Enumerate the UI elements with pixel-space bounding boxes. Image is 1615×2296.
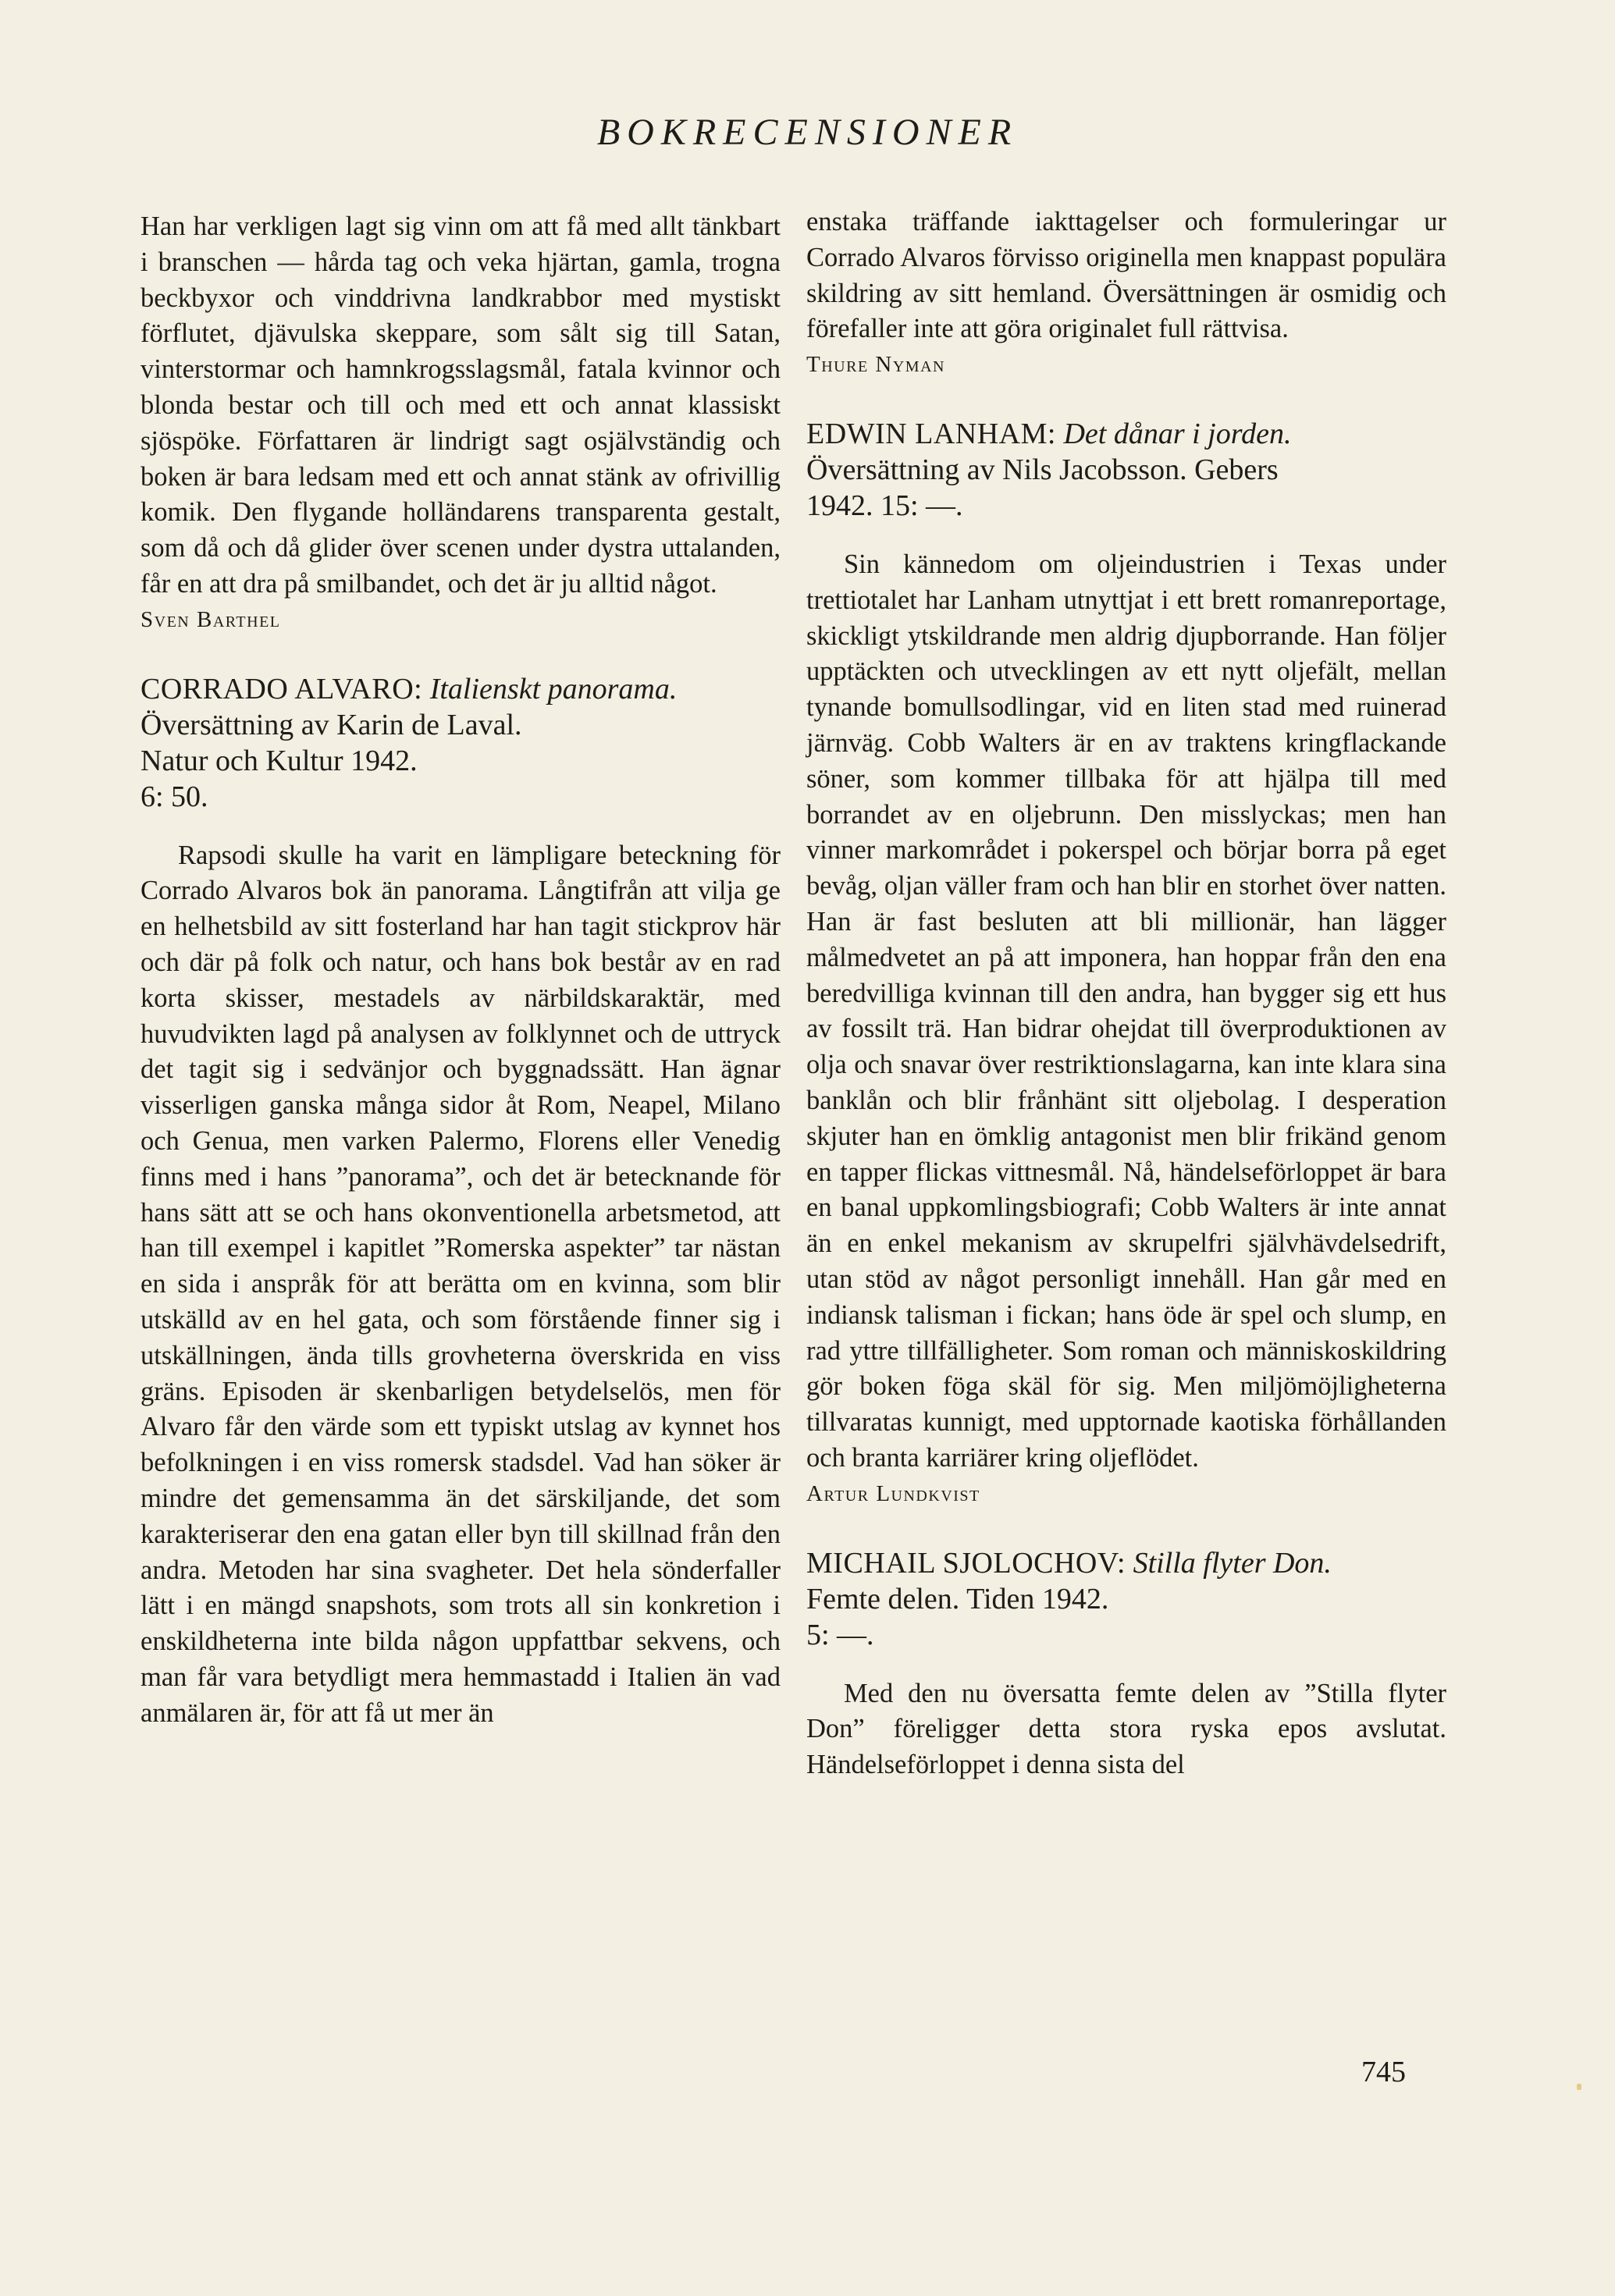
paper-blemish	[1577, 2084, 1581, 2090]
review-price: 5: —.	[806, 1618, 874, 1651]
review-author: CORRADO ALVARO:	[141, 672, 423, 706]
reviewer-signature: Thure Nyman	[806, 352, 945, 378]
page-number: 745	[1361, 2056, 1406, 2088]
reviewer-signature: Artur Lundkvist	[806, 1480, 980, 1506]
review-price: 1942. 15: —.	[806, 489, 963, 522]
review-publication-details: Femte delen. Tiden 1942.	[806, 1582, 1109, 1615]
review-paragraph: Med den nu översatta femte delen av ”Stilla flyter Don” föreligger detta stora ryska epos avslutat. Händelseförloppet i denna sista del	[806, 1678, 1446, 1780]
left-column	[141, 209, 781, 1731]
running-head: BOKRECENSIONER	[596, 112, 1019, 153]
review-author: EDWIN LANHAM:	[806, 417, 1056, 450]
review-paragraph: Sin kännedom om oljeindustrien i Texas under trettiotalet har Lanham utnyttjat i ett brett romanreportage, skickligt ytskildrande men aldrig djupborrande. Han följer upptäckten och utvecklingen av ett nytt oljefält, mellan tynande bomullsodlingar, vid en liten stad med ruinerad järnväg. Cobb Walters är en av traktens kringflackande söner, som kommer tillbaka för att hjälpa till med borrandet av en oljebrunn. Den misslyckas; men han vinner markområdet i pokerspel och börjar borra på eget bevåg, oljan väller fram och han blir en storhet över natten. Han är fast besluten att bli millionär, han lägger målmedvetet an på att imponera, han hoppar från den ena beredvilliga kvinnan till den andra, han bygger sig ett hus av fossilt trä. Han bidrar ohejdat till överproduktionen av olja och snavar över restriktionslagarna, kan inte klara sina banklån och blir frånhänt sitt oljebolag. I desperation skjuter han en ömklig antagonist men blir frikänd genom en tapper flickas vittnesmål. Nå, händelseförloppet är bara en banal uppkomlingsbiografi; Cobb Walters är inte annat än en enkel mekanism av skrupelfri självhävdelsedrift, utan stöd av något personligt innehåll. Han går med en indiansk talisman i fickan; hans öde är spel och slump, en rad yttre tillfälligheter. Som roman och människoskildring gör boken föga skäl för sig. Men miljömöjligheterna tillvaratas kunnigt, med upptornade kaotiska förhållanden och branta karriärer kring oljeflödet.	[806, 549, 1446, 1473]
review-book-title: Det dånar i jorden.	[1063, 417, 1292, 450]
review-paragraph: Rapsodi skulle ha varit en lämpligare beteckning för Corrado Alvaros bok än panorama. Långtifrån att vilja ge en helhetsbild av sitt fosterland har han tagit stickprov här och där på folk och natur, och hans bok består av en rad korta skisser, mestadels av närbildskaraktär, med huvudvikten lagd på analysen av folklynnet och de uttryck det tagit sig i sedvänjor och byggnadssätt. Han ägnar visserligen ganska många sidor åt Rom, Neapel, Milano och Genua, men varken Palermo, Florens eller Venedig finns med i hans ”panorama”, och det är betecknande för hans sätt att se och hans okonventionella arbetsmetod, att han till exempel i kapitlet ”Romerska aspekter” tar nästan en sida i anspråk för att berätta om en kvinna, som blir utskälld av en hel gata, och som förstående finner sig i utskällningen, ända tills grovheterna överskrida en viss gräns. Episoden är skenbarligen betydelselös, men för Alvaro får den värde som ett typiskt utslag av kynnet hos befolkningen i en viss romersk stadsdel. Vad han söker är mindre det gemensamma än det särskiljande, det som karakteriserar den ena gatan eller byn till skillnad från den andra. Metoden har sina svagheter. Det hela sönderfaller lätt i en mängd snapshots, som trots all sin konkretion i enskildheterna inte bilda någon uppfattbar sekvens, och man får vara betydligt mera hemmastadd i Italien än vad anmälaren är, för att få ut mer än	[141, 840, 781, 1728]
review-author: MICHAIL SJOLOCHOV:	[806, 1546, 1126, 1580]
review-book-title: Stilla flyter Don.	[1133, 1546, 1332, 1580]
review-heading	[141, 671, 781, 707]
right-column	[806, 204, 1446, 1783]
review-publication-details: Översättning av Nils Jacobsson. Gebers	[806, 453, 1279, 486]
review-book-title: Italienskt panorama.	[429, 672, 678, 706]
review-paragraph: enstaka träffande iakttagelser och formuleringar ur Corrado Alvaros förvisso originella men knappast populära skildring av sitt hemland. Översättningen är osmidig och förefaller inte att göra originalet full rättvisa.	[806, 207, 1446, 344]
review-price: 6: 50.	[141, 780, 208, 813]
review-publication-details: Översättning av Karin de Laval.	[141, 708, 522, 741]
reviewer-signature: Sven Barthel	[141, 606, 281, 632]
review-publisher: Natur och Kultur 1942.	[141, 744, 418, 777]
review-paragraph: Han har verkligen lagt sig vinn om att få med allt tänkbart i branschen — hårda tag och veka hjärtan, gamla, trogna beckbyxor och vinddrivna landkrabbor med mystiskt förflutet, djävulska skeppare, som sålt sig till Satan, vinterstormar och hamnkrogsslagsmål, fatala kvinnor och blonda bestar och till och med ett och annat klassiskt sjöspöke. Författaren är lindrigt sagt osjälvständig och boken är bara ledsam med ett och annat stänk av ofrivillig komik. Den flygande holländarens transparenta gestalt, som då och då glider över scenen under dystra uttalanden, får en att dra på smilbandet, och det är ju alltid något.	[141, 211, 781, 599]
review-heading	[806, 1545, 1446, 1581]
review-heading	[806, 416, 1446, 452]
